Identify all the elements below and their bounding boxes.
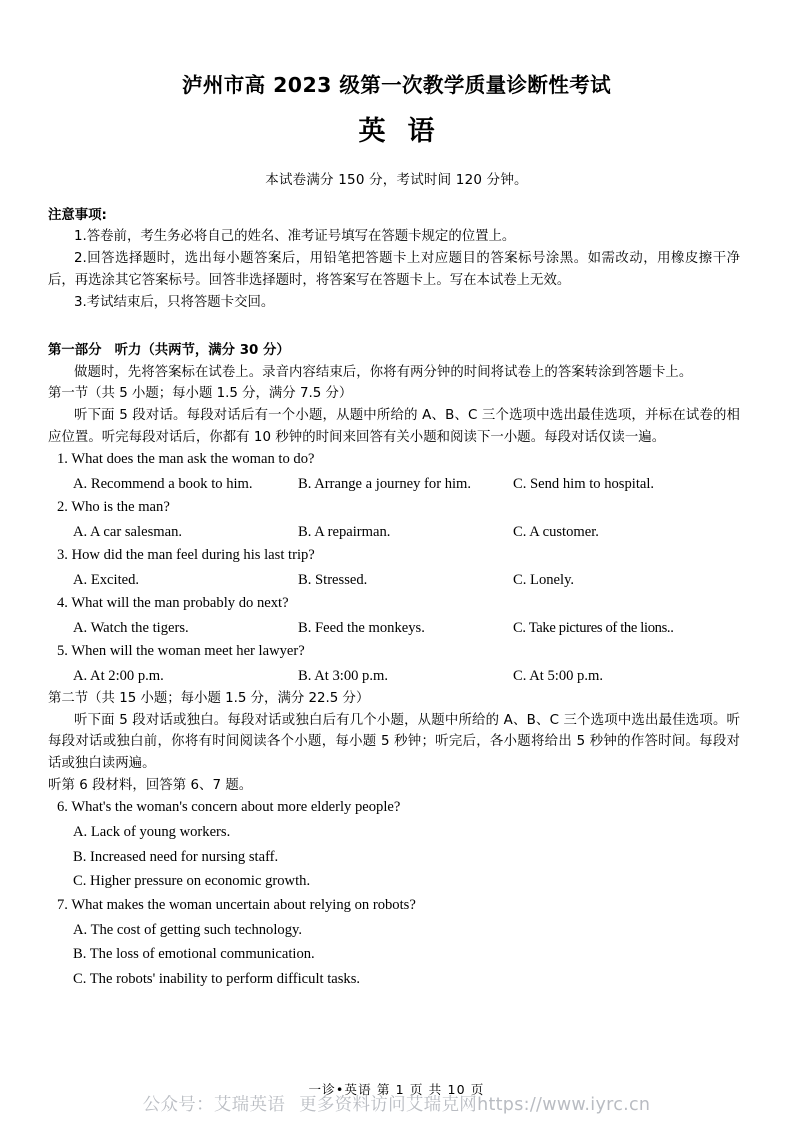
option-b[interactable]: B. A repairman. xyxy=(298,524,391,541)
question-stem: 2. Who is the man? xyxy=(57,499,170,516)
option-b[interactable]: B. Feed the monkeys. xyxy=(298,620,425,636)
option-c[interactable]: C. Send him to hospital. xyxy=(513,476,655,493)
exam-body xyxy=(0,188,793,991)
option-c[interactable]: C. A customer. xyxy=(513,524,599,541)
material-note: 听第 6 段材料，回答第 6、7 题。 xyxy=(48,777,253,793)
option-c[interactable]: C. At 5:00 p.m. xyxy=(513,667,604,684)
option-b[interactable]: B. Arrange a journey for him. xyxy=(298,476,472,493)
option-a[interactable]: A. Excited. xyxy=(73,572,140,589)
question-options xyxy=(48,616,740,640)
section-one-heading: 第一节（共 5 小题；每小题 1.5 分，满分 7.5 分） xyxy=(48,386,353,402)
question-stem: 6. What's the woman's concern about more elderly people? xyxy=(57,799,401,816)
section-two-intro: 听下面 5 段对话或独白。每段对话或独白后有几个小题，从题中所给的 A、B、C 三个选项中选出最佳选项。听每段对话或独白前，你将有时间阅读各个小题，每小题 5 秒钟；听完后，各小题将给出 5 秒钟的作答时间。每段对话或独白读两遍。 xyxy=(48,712,740,772)
option-b[interactable]: B. The loss of emotional communication. xyxy=(73,946,315,963)
subject-title: 英语 xyxy=(358,115,457,147)
notice-heading: 注意事项: xyxy=(48,207,107,223)
option-c[interactable]: C. Lonely. xyxy=(513,572,575,589)
question-stem: 1. What does the man ask the woman to do? xyxy=(57,451,315,468)
watermark-account: 公众号：艾瑞英语 xyxy=(142,1095,286,1115)
question-stem: 7. What makes the woman uncertain about relying on robots? xyxy=(57,896,416,913)
notice-item: 2.回答选择题时，选出每小题答案后，用铅笔把答题卡上对应题目的答案标号涂黑。如需改动，用橡皮擦干净后，再选涂其它答案标号。回答非选择题时，将答案写在答题卡上。写在本试卷上无效。 xyxy=(48,251,740,289)
watermark xyxy=(0,1091,793,1116)
part-one-intro: 做题时，先将答案标在试卷上。录音内容结束后，你将有两分钟的时间将试卷上的答案转涂到答题卡上。 xyxy=(74,364,693,380)
option-b[interactable]: B. Stressed. xyxy=(298,572,368,589)
section-two-heading: 第二节（共 15 小题；每小题 1.5 分，满分 22.5 分） xyxy=(48,690,370,706)
page-footer: 一诊•英语 第 1 页 共 10 页 xyxy=(308,1082,485,1097)
part-one-heading xyxy=(48,340,740,362)
page-title: 泸州市高 2023 级第一次教学质量诊断性考试 xyxy=(181,73,612,97)
option-a[interactable]: A. At 2:00 p.m. xyxy=(73,667,164,684)
section-one-intro: 听下面 5 段对话。每段对话后有一个小题，从题中所给的 A、B、C 三个选项中选出最佳选项，并标在试卷的相应位置。听完每段对话后，你都有 10 秒钟的时间来回答有关小题和阅读下一小题。每段对话仅读一遍。 xyxy=(48,407,740,445)
option-a[interactable]: A. Recommend a book to him. xyxy=(73,476,253,493)
option-a[interactable]: A. Watch the tigers. xyxy=(73,620,189,636)
notice-item: 3.考试结束后，只将答题卡交回。 xyxy=(74,294,275,310)
option-b[interactable]: B. At 3:00 p.m. xyxy=(298,667,389,684)
part-one-heading-right: 听力（共两节，满分 30 分） xyxy=(114,342,290,358)
option-c[interactable]: C. The robots' inability to perform difficult tasks. xyxy=(73,970,361,987)
option-a[interactable]: A. The cost of getting such technology. xyxy=(73,921,302,938)
question-options xyxy=(48,472,740,496)
question-options xyxy=(48,568,740,592)
option-a[interactable]: A. Lack of young workers. xyxy=(73,824,231,841)
question-stem: 4. What will the man probably do next? xyxy=(57,595,289,612)
watermark-promo: 更多资料访问艾瑞克网https://www.iyrc.cn xyxy=(299,1095,651,1115)
question-options xyxy=(48,664,740,688)
option-c[interactable]: C. Higher pressure on economic growth. xyxy=(73,873,311,890)
exam-meta: 本试卷满分 150 分，考试时间 120 分钟。 xyxy=(265,171,528,188)
question-stem: 3. How did the man feel during his last trip? xyxy=(57,547,315,564)
question-stem: 5. When will the woman meet her lawyer? xyxy=(57,643,305,659)
option-b[interactable]: B. Increased need for nursing staff. xyxy=(73,848,279,865)
part-one-heading-left: 第一部分 xyxy=(48,342,102,358)
question-options xyxy=(48,520,740,544)
notice-item: 1.答卷前，考生务必将自己的姓名、准考证号填写在答题卡规定的位置上。 xyxy=(74,229,516,245)
option-a[interactable]: A. A car salesman. xyxy=(73,524,183,541)
option-c[interactable]: C. Take pictures of the lions.. xyxy=(513,620,674,636)
